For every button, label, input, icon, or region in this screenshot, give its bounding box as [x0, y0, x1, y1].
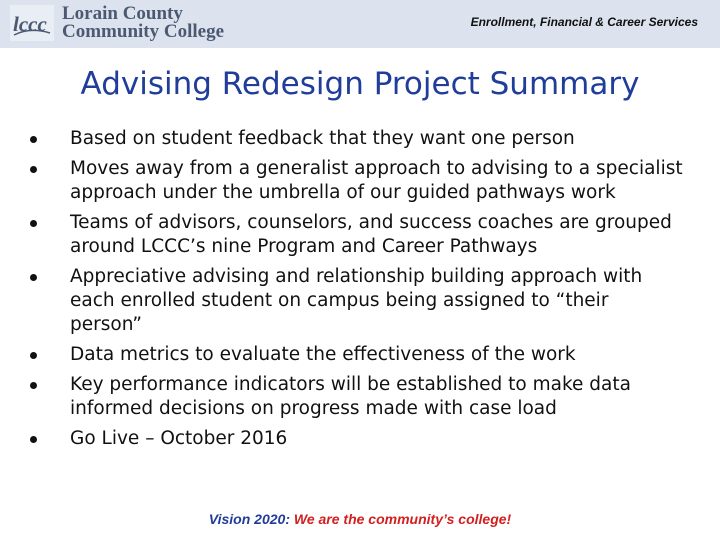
footer-vision: Vision 2020:	[208, 511, 290, 527]
list-item	[26, 157, 686, 205]
bullet-text: Data metrics to evaluate the effectiveness of the work	[70, 344, 576, 365]
bullet-text: Based on student feedback that they want one person	[70, 128, 575, 149]
list-item	[26, 427, 686, 451]
lccc-logo-icon	[10, 5, 54, 41]
department-label: Enrollment, Financial & Career Services	[470, 15, 698, 29]
list-item	[26, 127, 686, 151]
bullet-icon	[30, 274, 37, 281]
list-item	[26, 265, 686, 337]
svg-text:lccc: lccc	[13, 12, 47, 36]
bullet-text: Moves away from a generalist approach to advising to a specialist approach under the umbrella of our guided pathways work	[70, 158, 683, 203]
logo-wordmark	[62, 5, 224, 41]
college-logo	[10, 5, 224, 41]
bullet-icon	[30, 352, 37, 359]
bullet-text: Teams of advisors, counselors, and success coaches are grouped around LCCC’s nine Program and Career Pathways	[70, 212, 672, 257]
bullet-text: Appreciative advising and relationship building approach with each enrolled student on campus being assigned to “their person”	[70, 266, 643, 335]
list-item	[26, 343, 686, 367]
logo-line-2: Community College	[62, 21, 225, 42]
bullet-text: Go Live – October 2016	[70, 428, 288, 449]
logo-line-1: Lorain County	[62, 3, 183, 24]
bullet-icon	[30, 436, 37, 443]
header-band	[0, 0, 720, 48]
bullet-icon	[30, 382, 37, 389]
footer-motto: We are the community’s college!	[293, 511, 512, 527]
bullet-text: Key performance indicators will be established to make data informed decisions on progress made with case load	[70, 374, 631, 419]
bullet-icon	[30, 136, 37, 143]
footer-tagline	[0, 511, 720, 527]
bullet-list	[26, 127, 686, 451]
bullet-icon	[30, 166, 37, 173]
page-title: Advising Redesign Project Summary	[80, 66, 640, 102]
list-item	[26, 211, 686, 259]
bullet-icon	[30, 220, 37, 227]
list-item	[26, 373, 686, 421]
